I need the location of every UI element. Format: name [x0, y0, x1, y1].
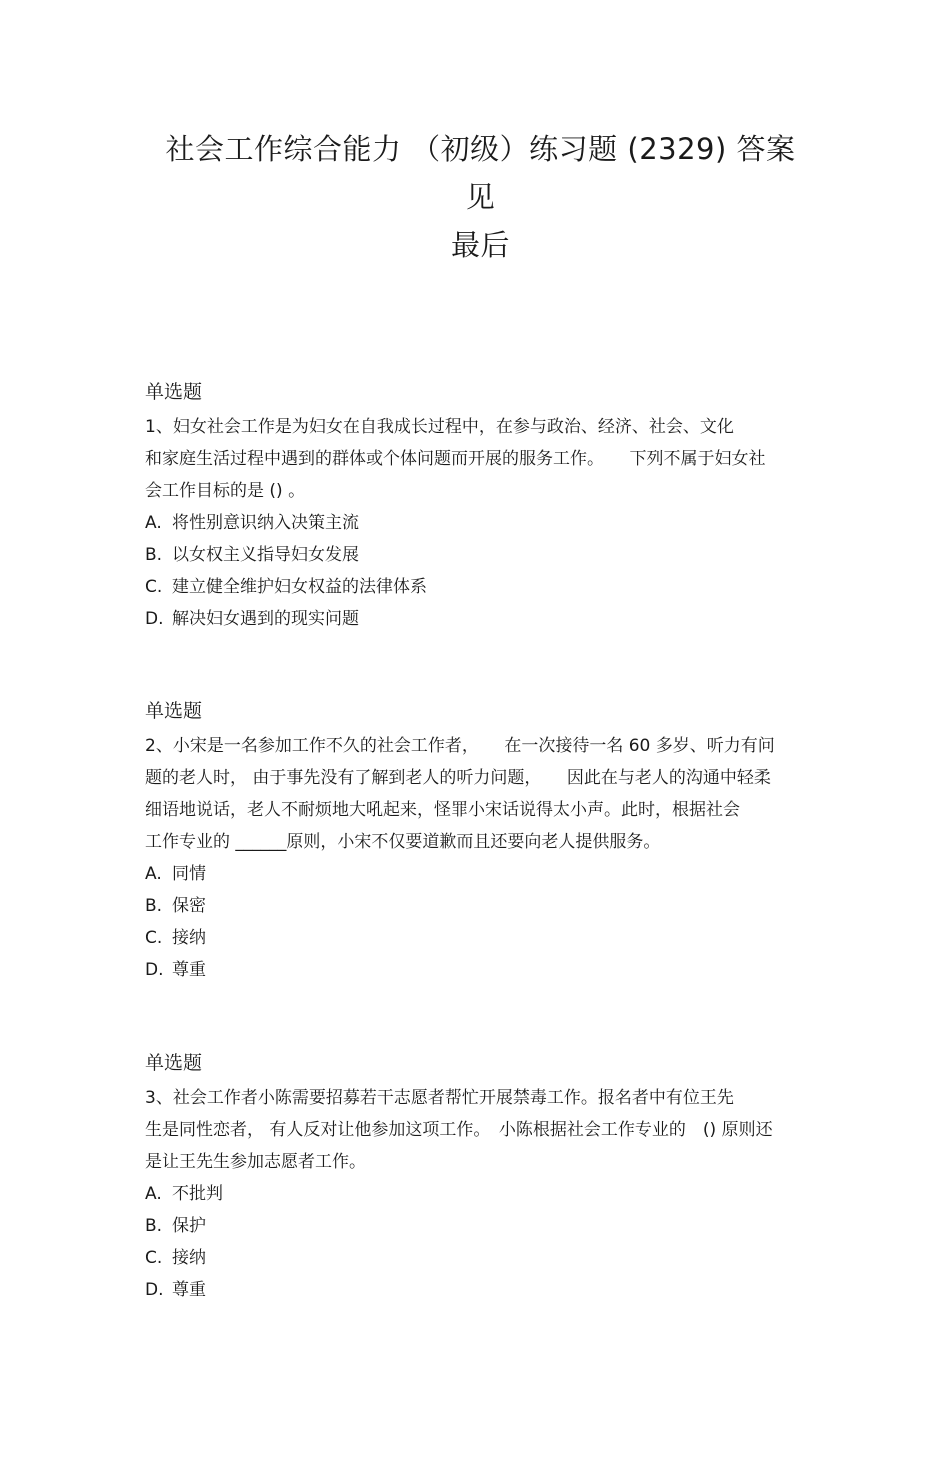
question-stem: [145, 1082, 810, 1178]
option-text: 建立健全维护妇女权益的法律体系: [172, 577, 427, 597]
option-letter: A.: [145, 1184, 162, 1204]
question-1: [145, 379, 810, 635]
document-title: [145, 125, 810, 269]
option-a: [145, 507, 810, 539]
option-b: [145, 1210, 810, 1242]
option-list: [145, 507, 810, 635]
question-stem-line: 3、社会工作者小陈需要招募若干志愿者帮忙开展禁毒工作。报名者中有位王先: [145, 1088, 734, 1108]
document-page: [0, 125, 950, 1470]
option-b: [145, 890, 810, 922]
question-stem-line: 细语地说话，老人不耐烦地大吼起来，怪罪小宋话说得太小声。此时，根据社会: [145, 800, 740, 820]
question-type-label: 单选题: [145, 700, 203, 722]
option-b: [145, 539, 810, 571]
option-text: 保密: [172, 896, 206, 916]
option-letter: A.: [145, 864, 162, 884]
option-letter: A.: [145, 513, 162, 533]
question-2: [145, 698, 810, 986]
question-stem: [145, 411, 810, 507]
option-c: [145, 922, 810, 954]
question-stem-line: 题的老人时， 由于事先没有了解到老人的听力问题， 因此在与老人的沟通中轻柔: [145, 768, 771, 788]
question-stem-line: 是让王先生参加志愿者工作。: [145, 1152, 366, 1172]
question-type-label: 单选题: [145, 1052, 203, 1074]
option-text: 解决妇女遇到的现实问题: [172, 609, 359, 629]
question-stem-line: 2、小宋是一名参加工作不久的社会工作者， 在一次接待一名 60 多岁、听力有问: [145, 736, 775, 756]
option-letter: B.: [145, 545, 163, 565]
option-a: [145, 858, 810, 890]
document-title-line-2: 最后: [450, 228, 510, 262]
question-stem-line: 工作专业的 ______原则，小宋不仅要道歉而且还要向老人提供服务。: [145, 832, 661, 852]
option-letter: C.: [145, 577, 163, 597]
question-stem-line: 生是同性恋者， 有人反对让他参加这项工作。 小陈根据社会工作专业的 () 原则还: [145, 1120, 773, 1140]
option-text: 接纳: [172, 928, 206, 948]
option-d: [145, 954, 810, 986]
option-letter: C.: [145, 928, 163, 948]
question-stem: [145, 730, 810, 858]
option-d: [145, 1274, 810, 1306]
option-text: 接纳: [172, 1248, 206, 1268]
option-text: 同情: [172, 864, 206, 884]
option-text: 尊重: [172, 1280, 206, 1300]
option-letter: B.: [145, 1216, 163, 1236]
document-title-line-1: 社会工作综合能力 （初级）练习题 (2329) 答案见: [165, 132, 796, 214]
question-type-label: 单选题: [145, 381, 203, 403]
question-stem-line: 1、妇女社会工作是为妇女在自我成长过程中，在参与政治、经济、社会、文化: [145, 417, 734, 437]
option-text: 保护: [172, 1216, 206, 1236]
option-letter: D.: [145, 960, 164, 980]
option-text: 将性别意识纳入决策主流: [172, 513, 359, 533]
option-list: [145, 1178, 810, 1306]
option-text: 以女权主义指导妇女发展: [172, 545, 359, 565]
option-letter: C.: [145, 1248, 163, 1268]
option-text: 尊重: [172, 960, 206, 980]
question-stem-line: 和家庭生活过程中遇到的群体或个体问题而开展的服务工作。 下列不属于妇女社: [145, 449, 766, 469]
question-3: [145, 1050, 810, 1306]
option-text: 不批判: [172, 1184, 223, 1204]
question-stem-line: 会工作目标的是 () 。: [145, 481, 306, 501]
option-c: [145, 1242, 810, 1274]
option-d: [145, 603, 810, 635]
option-a: [145, 1178, 810, 1210]
option-letter: D.: [145, 609, 164, 629]
option-letter: D.: [145, 1280, 164, 1300]
option-list: [145, 858, 810, 986]
option-letter: B.: [145, 896, 163, 916]
option-c: [145, 571, 810, 603]
